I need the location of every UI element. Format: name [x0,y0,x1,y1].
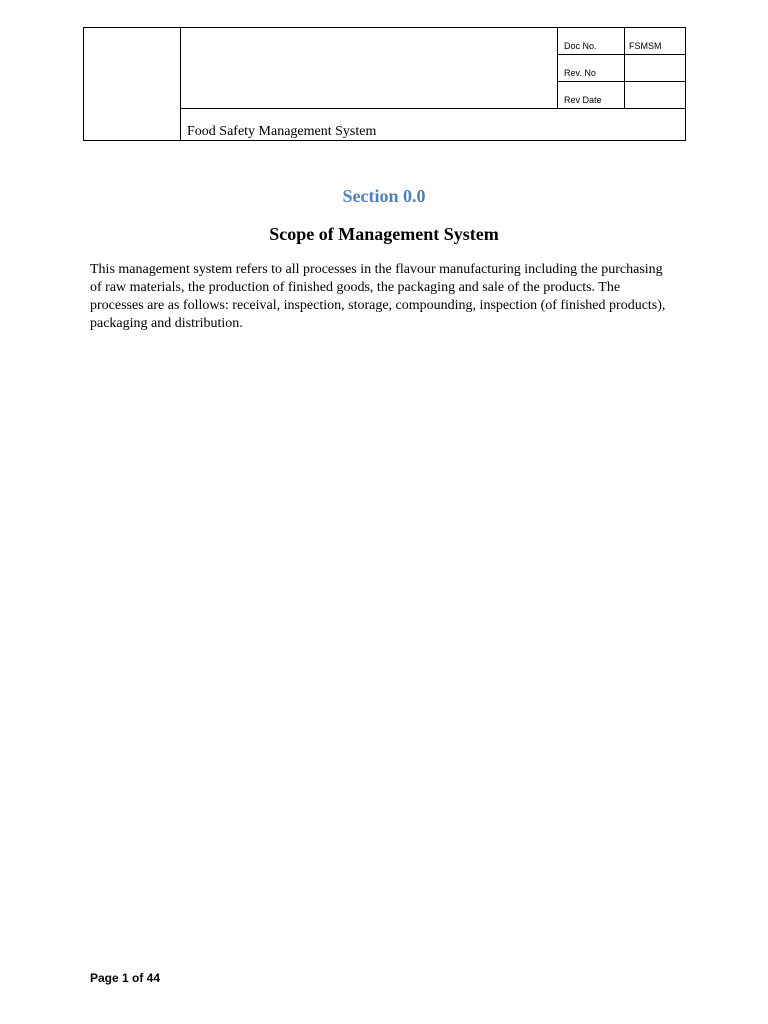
header-border-bottom [83,140,686,141]
header-border-left [83,27,84,141]
doc-no-label: Doc No. [564,41,597,51]
rev-date-label: Rev Date [564,95,602,105]
header-border-top [83,27,686,28]
title-row-divider [180,108,686,109]
doc-no-value: FSMSM [629,41,662,51]
section-title: Scope of Management System [269,224,499,244]
page-number: Page 1 of 44 [90,971,161,985]
header-border-right [685,27,686,141]
system-name: Food Safety Management System [187,124,377,139]
document-control-header [83,27,686,141]
logo-cell-divider [180,27,181,141]
scope-paragraph: This management system refers to all processes in the flavour manufacturing including the purchasing of raw materials, the production of finished goods, the packaging and sale of the products. The processes are as follows: receival, inspection, storage, compounding, inspection (of finished products), packaging and distribution. [90,262,666,331]
info-table-row-2 [557,81,686,82]
section-number: Section 0.0 [342,186,426,206]
rev-no-label: Rev. No [564,68,596,78]
info-table-row-1 [557,54,686,55]
info-table-divider-mid [624,27,625,109]
info-table-divider-left [557,27,558,109]
